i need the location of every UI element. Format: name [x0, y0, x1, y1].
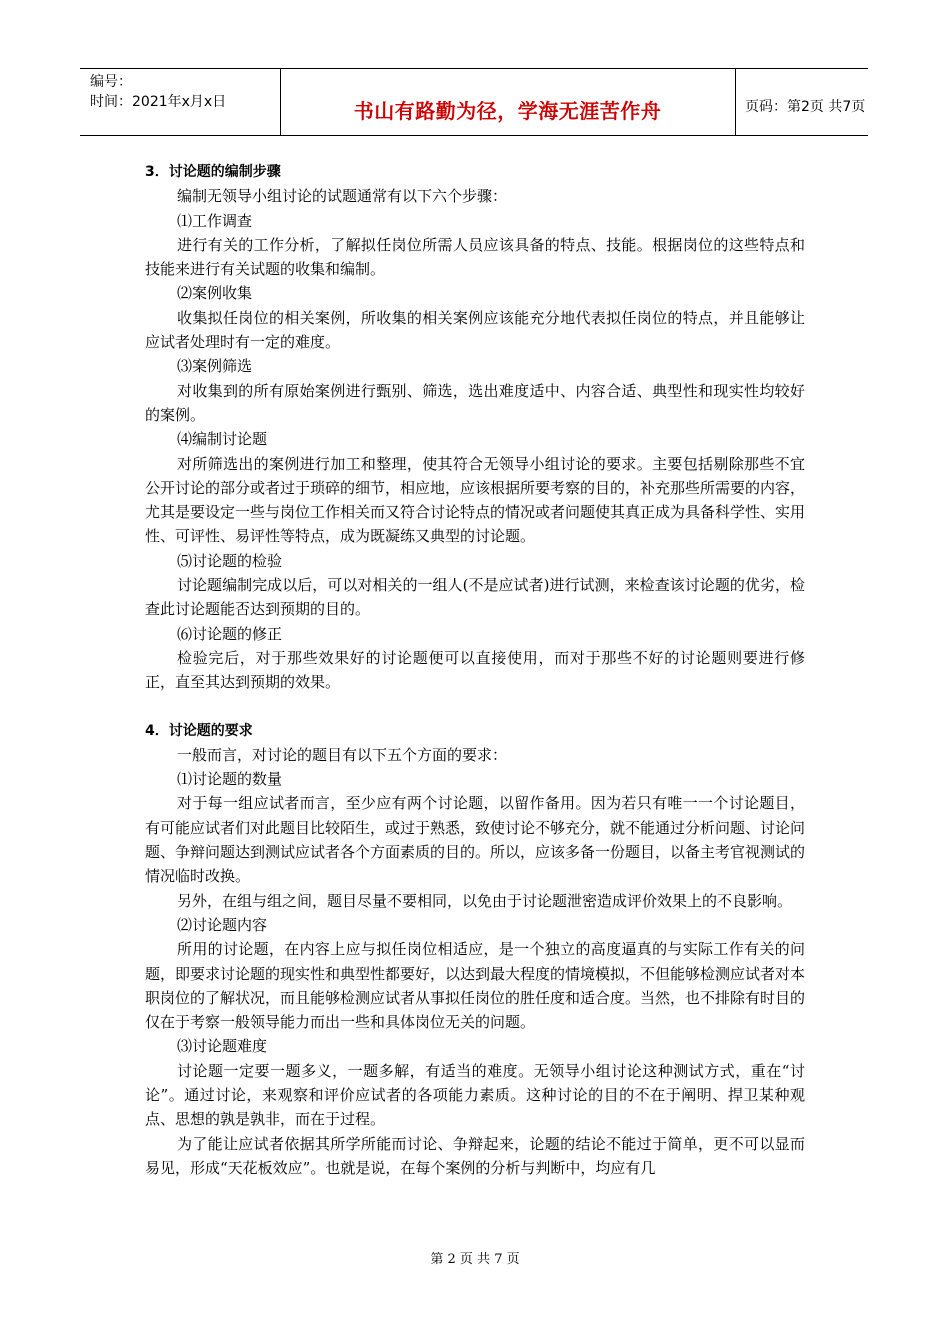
section-heading: 3．讨论题的编制步骤: [145, 164, 281, 180]
paragraph: 对所筛选出的案例进行加工和整理，使其符合无领导小组讨论的要求。主要包括剔除那些不宜公开讨论的部分或者过于琐碎的细节，相应地，应该根据所要考察的目的，补充那些所需要的内容，尤其是要设定一些与岗位工作相关而又符合讨论特点的情况或者问题使其真正成为具备科学性、实用性、可评性、易评性等特点，成为既凝练又典型的讨论题。: [145, 454, 806, 546]
subheading: ⑹讨论题的修正: [177, 624, 283, 643]
time-label: 时间：2021年x月x日: [90, 94, 227, 110]
paragraph: 对于每一组应试者而言，至少应有两个讨论题，以留作备用。因为若只有唯一一个讨论题目，有可能应试者们对此题目比较陌生，或过于熟悉，致使讨论不够充分，就不能通过分析问题、讨论问题、争辩问题达到测试应试者各个方面素质的目的。所以，应该多备一份题目，以备主考官视测试的情况临时改换。: [145, 794, 806, 886]
subheading: ⑵讨论题内容: [177, 915, 268, 934]
subheading: ⑸讨论题的检验: [177, 551, 283, 570]
subheading: ⑵案例收集: [177, 284, 253, 303]
subheading: ⑴工作调查: [177, 211, 253, 230]
subheading: ⑶讨论题难度: [177, 1037, 268, 1056]
page-info: 页码：第2页 共7页: [745, 99, 866, 115]
paragraph: 一般而言，对讨论的题目有以下五个方面的要求：: [177, 745, 508, 764]
paragraph: 另外，在组与组之间，题目尽量不要相同，以免由于讨论题泄密造成评价效果上的不良影响。: [177, 891, 793, 910]
paragraph: 讨论题编制完成以后，可以对相关的一组人(不是应试者)进行试测，来检查该讨论题的优劣，检查此讨论题能否达到预期的目的。: [145, 576, 805, 619]
section-heading: 4．讨论题的要求: [145, 722, 253, 739]
paragraph: 进行有关的工作分析，了解拟任岗位所需人员应该具备的特点、技能。根据岗位的这些特点和技能来进行有关试题的收集和编制。: [145, 235, 805, 279]
paragraph: 讨论题一定要一题多义，一题多解，有适当的难度。无领导小组讨论这种测试方式，重在“讨论”。通过讨论，来观察和评价应试者的各项能力素质。这种讨论的目的不在于阐明、捍卫某种观点、思想的孰是孰非，而在于过程。: [145, 1061, 805, 1129]
header-page-cell: [735, 69, 868, 135]
document-header: [80, 68, 868, 136]
subheading: ⑷编制讨论题: [177, 430, 268, 449]
paragraph: 对收集到的所有原始案例进行甄别、筛选，选出难度适中、内容合适、典型性和现实性均较好的案例。: [145, 381, 805, 424]
subheading: ⑴讨论题的数量: [177, 770, 283, 789]
document-body: [145, 160, 805, 1180]
header-motto-cell: [280, 69, 736, 135]
page-footer: 第 2 页 共 7 页: [430, 1252, 520, 1267]
paragraph: 所用的讨论题，在内容上应与拟任岗位相适应，是一个独立的高度逼真的与实际工作有关的问题，即要求讨论题的现实性和典型性都要好，以达到最大程度的情境模拟，不但能够检测应试者对本职岗位的了解状况，而且能够检测应试者从事拟任岗位的胜任度和适合度。当然，也不排除有时目的仅在于考察一般领导能力而出一些和具体岗位无关的问题。: [145, 940, 806, 1032]
subheading: ⑶案例筛选: [177, 357, 253, 376]
number-label: 编号：: [90, 74, 132, 90]
paragraph: 编制无领导小组讨论的试题通常有以下六个步骤：: [177, 187, 508, 206]
paragraph: 收集拟任岗位的相关案例，所收集的相关案例应该能充分地代表拟任岗位的特点，并且能够让应试者处理时有一定的难度。: [145, 308, 805, 352]
paragraph: 检验完后，对于那些效果好的讨论题便可以直接使用，而对于那些不好的讨论题则要进行修正，直至其达到预期的效果。: [145, 648, 805, 692]
paragraph: 为了能让应试者依据其所学所能而讨论、争辩起来，论题的结论不能过于简单，更不可以显而易见，形成“天花板效应”。也就是说，在每个案例的分析与判断中，均应有几: [145, 1134, 805, 1177]
motto: 书山有路勤为径，学海无涯苦作舟: [353, 99, 662, 123]
section-spacer: [145, 695, 805, 719]
header-meta-cell: [80, 69, 281, 135]
